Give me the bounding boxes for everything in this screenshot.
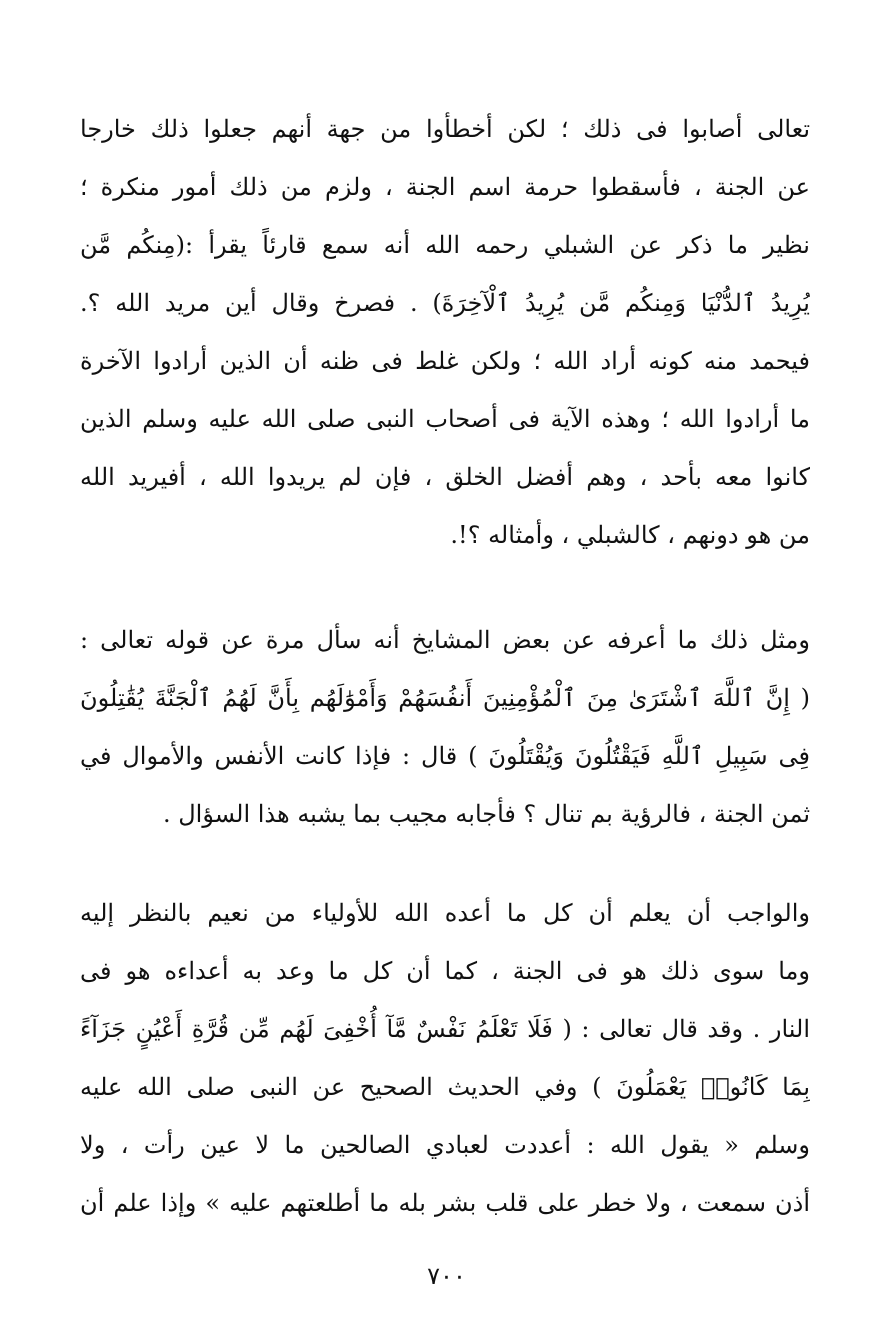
text-line: يُرِيدُ ٱلدُّنْيَا وَمِنكُم مَّن يُرِيدُ ٱلْآخِرَةَ) . فصرخ وقال أين مريد الله ؟. — [80, 289, 810, 317]
text-line: وسلم « يقول الله : أعددت لعبادي الصالحين ما لا عين رأت ، ولا — [80, 1131, 810, 1159]
text-line: عن الجنة ، فأسقطوا حرمة اسم الجنة ، ولزم من ذلك أمور منكرة ؛ — [80, 173, 810, 201]
text-line: من هو دونهم ، كالشبلي ، وأمثاله ؟!. — [450, 521, 810, 549]
text-line: ما أرادوا الله ؛ وهذه الآية فى أصحاب النبى صلى الله عليه وسلم الذين — [80, 405, 810, 433]
text-line: ( إِنَّ ٱللَّهَ ٱشْتَرَىٰ مِنَ ٱلْمُؤْمِنِينَ أَنفُسَهُمْ وَأَمْوَٰلَهُم بِأَنَّ لَهُمُ ٱلْجَنَّةَ يُقَٰتِلُونَ — [80, 684, 810, 712]
text-line: ومثل ذلك ما أعرفه عن بعض المشايخ أنه سأل مرة عن قوله تعالى : — [80, 626, 810, 654]
paragraph-1 — [80, 100, 810, 564]
text-line: فيحمد منه كونه أراد الله ؛ ولكن غلط فى ظنه أن الذين أرادوا الآخرة — [80, 347, 810, 375]
text-line: والواجب أن يعلم أن كل ما أعده الله للأولياء من نعيم بالنظر إليه — [80, 899, 810, 927]
paragraph-3 — [80, 884, 810, 1232]
text-line: كانوا معه بأحد ، وهم أفضل الخلق ، فإن لم يريدوا الله ، أفيريد الله — [80, 463, 810, 491]
text-line: وما سوى ذلك هو فى الجنة ، كما أن كل ما وعد به أعداءه هو فى — [80, 957, 810, 985]
text-line: تعالى أصابوا فى ذلك ؛ لكن أخطأوا من جهة أنهم جعلوا ذلك خارجا — [80, 115, 810, 143]
page-number: ٧٠٠ — [427, 1262, 466, 1290]
text-line: نظير ما ذكر عن الشبلي رحمه الله أنه سمع قارئاً يقرأ :(مِنكُم مَّن — [80, 231, 810, 259]
text-line: بِمَا كَانُوا۟ يَعْمَلُونَ ) وفي الحديث الصحيح عن النبى صلى الله عليه — [80, 1073, 810, 1101]
text-line: النار . وقد قال تعالى : ( فَلَا تَعْلَمُ نَفْسٌ مَّآ أُخْفِىَ لَهُم مِّن قُرَّةِ أَعْيُنٍ جَزَآءً — [80, 1015, 810, 1043]
paragraph-2 — [80, 611, 810, 843]
text-line: أذن سمعت ، ولا خطر على قلب بشر بله ما أطلعتهم عليه » وإذا علم أن — [80, 1189, 810, 1217]
text-line: فِى سَبِيلِ ٱللَّهِ فَيَقْتُلُونَ وَيُقْتَلُونَ ) قال : فإذا كانت الأنفس والأموال في — [80, 742, 810, 770]
text-line: ثمن الجنة ، فالرؤية بم تنال ؟ فأجابه مجيب بما يشبه هذا السؤال . — [162, 800, 810, 828]
